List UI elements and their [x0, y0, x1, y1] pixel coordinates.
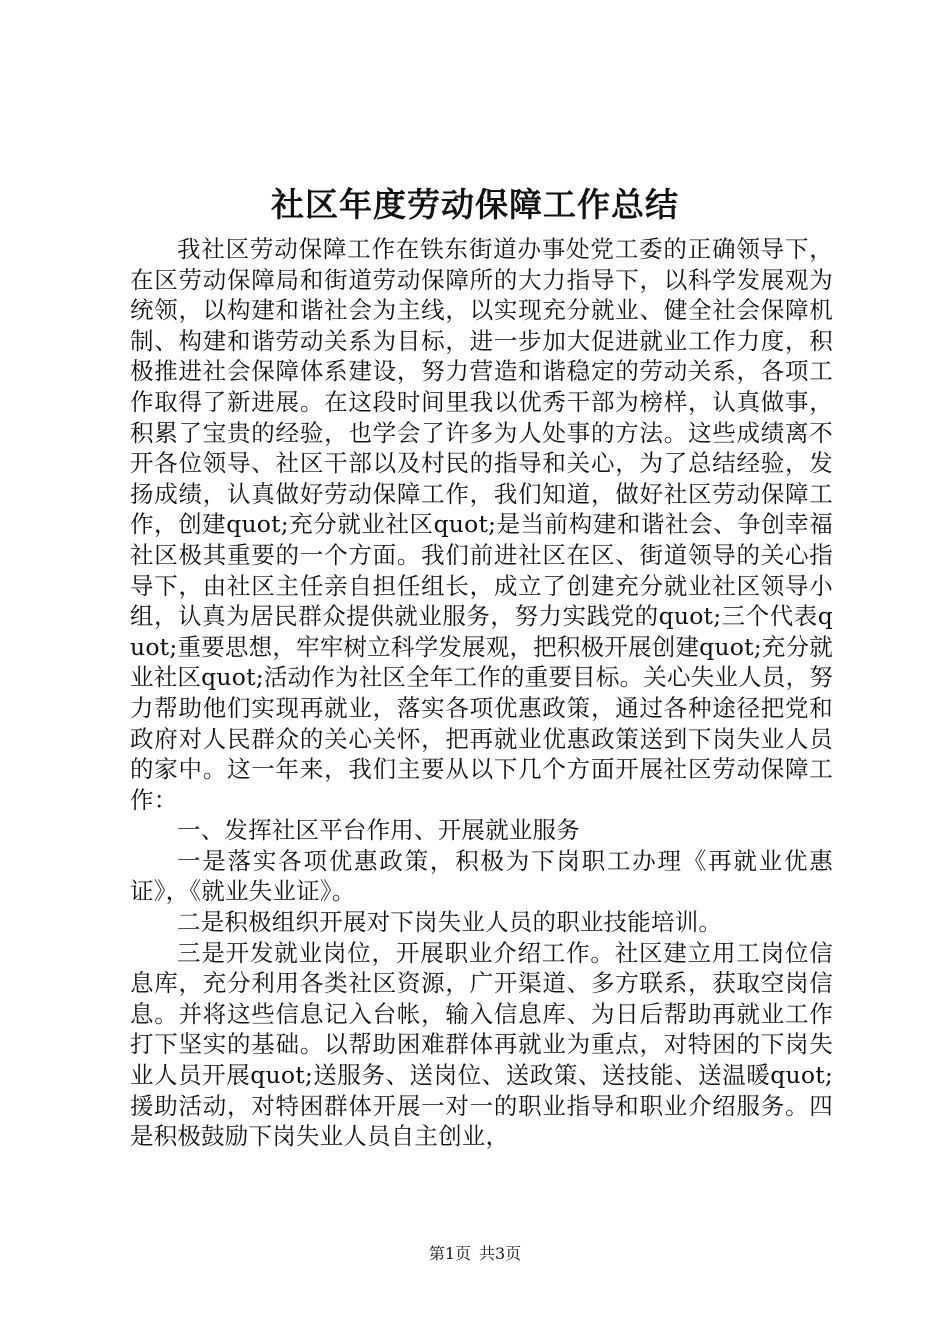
document-title: 社区年度劳动保障工作总结 — [271, 185, 679, 224]
page-number: 第1页 — [428, 1244, 471, 1263]
paragraph-intro: 我社区劳动保障工作在铁东街道办事处党工委的正确领导下，在区劳动保障局和街道劳动保障所的大力指导下，以科学发展观为统领，以构建和谐社会为主线，以实现充分就业、健全社会保障机制、构建和谐劳动关系为目标，进一步加大促进就业工作力度，积极推进社会保障体系建设，努力营造和谐稳定的劳动关系，各项工作取得了新进展。在这段时间里我以优秀干部为榜样，认真做事，积累了宝贵的经验，也学会了许多为人处事的方法。这些成绩离不开各位领导、社区干部以及村民的指导和关心，为了总结经验，发扬成绩，认真做好劳动保障工作，我们知道，做好社区劳动保障工作，创建quot;充分就业社区quot;是当前构建和谐社会、争创幸福社区极其重要的一个方面。我们前进社区在区、街道领导的关心指导下，由社区主任亲自担任组长，成立了创建充分就业社区领导小组，认真为居民群众提供就业服务，努力实践党的quot;三个代表quot;重要思想，牢牢树立科学发展观，把积极开展创建quot;充分就业社区quot;活动作为社区全年工作的重要目标。关心失业人员，努力帮助他们实现再就业，落实各项优惠政策，通过各种途径把党和政府对人民群众的关心关怀，把再就业优惠政策送到下岗失业人员的家中。这一年来，我们主要从以下几个方面开展社区劳动保障工作： — [130, 235, 833, 814]
paragraph-item-1: 一是落实各项优惠政策，积极为下岗职工办理《再就业优惠证》，《就业失业证》。 — [130, 846, 833, 906]
paragraph-item-2: 二是积极组织开展对下岗失业人员的职业技能培训。 — [177, 908, 723, 937]
page-footer — [0, 1244, 950, 1264]
document-body — [130, 234, 833, 1152]
page-total: 共3页 — [479, 1244, 522, 1263]
paragraph-item-3: 三是开发就业岗位，开展职业介绍工作。社区建立用工岗位信息库，充分利用各类社区资源，广开渠道、多方联系，获取空岗信息。并将这些信息记入台帐，输入信息库、为日后帮助再就业工作打下坚实的基础。以帮助困难群体再就业为重点，对特困的下岗失业人员开展quot;送服务、送岗位、送政策、送技能、送温暖quot;援助活动，对特困群体开展一对一的职业指导和职业介绍服务。四是积极鼓励下岗失业人员自主创业， — [130, 938, 833, 1151]
section-heading: 一、发挥社区平台作用、开展就业服务 — [177, 816, 580, 845]
